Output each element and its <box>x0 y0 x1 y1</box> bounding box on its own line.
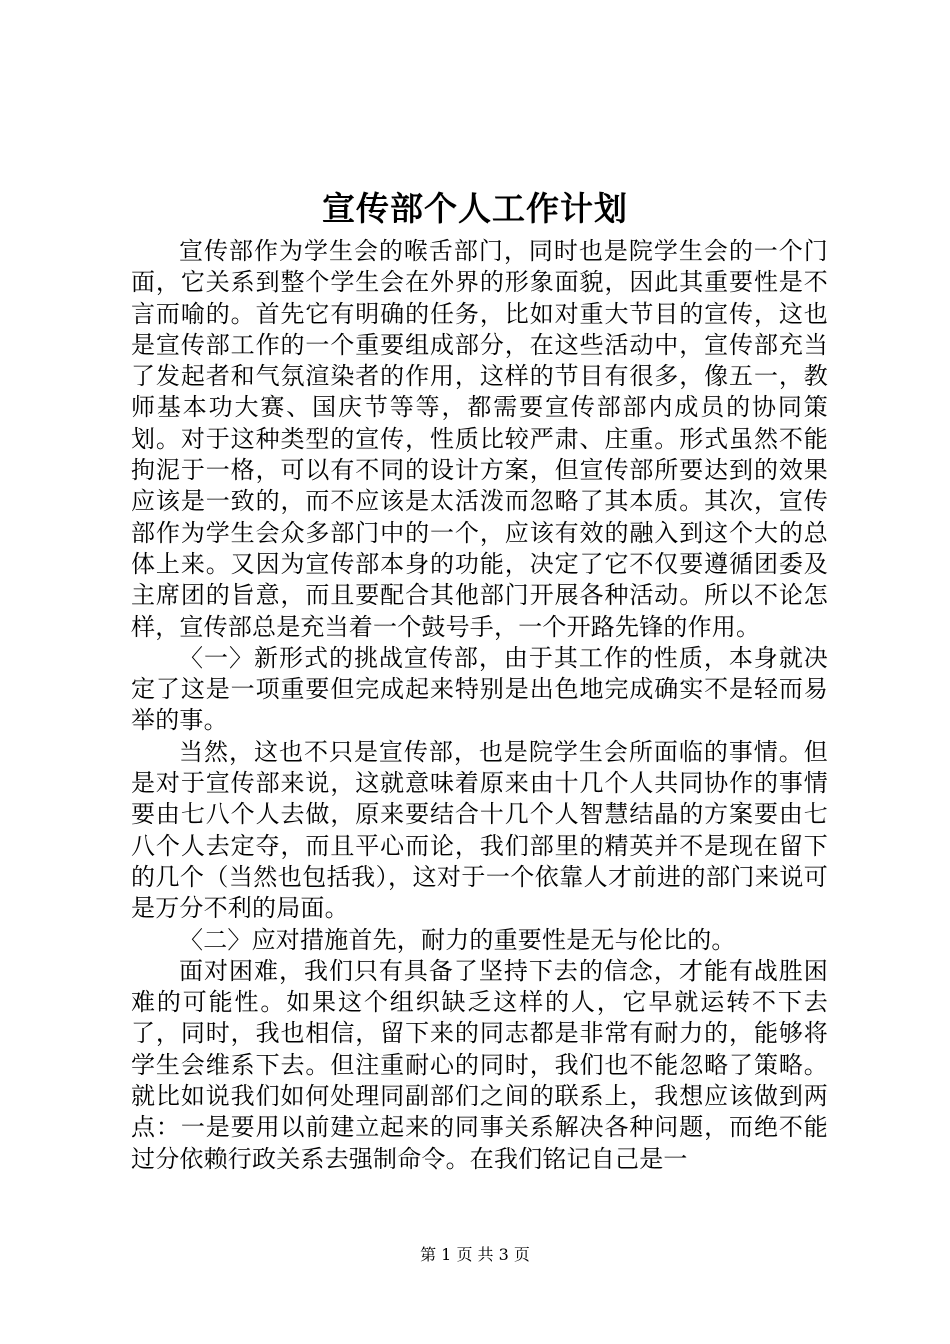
document-title: 宣传部个人工作计划 <box>322 189 628 228</box>
paragraph-3: 当然，这也不只是宣传部，也是院学生会所面临的事情。但是对于宣传部来说，这就意味着原来由十几个人共同协作的事情要由七八个人去做，原来要结合十几个人智慧结晶的方案要由七八个人去定夺，而且平心而论，我们部里的精英并不是现在留下的几个（当然也包括我），这对于一个依靠人才前进的部门来说可是万分不利的局面。 <box>131 737 828 923</box>
paragraph-2: 〈一〉新形式的挑战宣传部，由于其工作的性质，本身就决定了这是一项重要但完成起来特别是出色地完成确实不是轻而易举的事。 <box>131 643 828 735</box>
page-footer: 第 1 页 共 3 页 <box>420 1245 530 1264</box>
document-body <box>131 236 828 1175</box>
paragraph-5: 面对困难，我们只有具备了坚持下去的信念，才能有战胜困难的可能性。如果这个组织缺乏这样的人，它早就运转不下去了，同时，我也相信，留下来的同志都是非常有耐力的，能够将学生会维系下去。但注重耐心的同时，我们也不能忽略了策略。就比如说我们如何处理同副部们之间的联系上，我想应该做到两点：一是要用以前建立起来的同事关系解决各种问题，而绝不能过分依赖行政关系去强制命令。在我们铭记自己是一 <box>131 956 828 1173</box>
paragraph-4: 〈二〉应对措施首先，耐力的重要性是无与伦比的。 <box>179 925 736 954</box>
paragraph-1: 宣传部作为学生会的喉舌部门，同时也是院学生会的一个门面，它关系到整个学生会在外界的形象面貌，因此其重要性是不言而喻的。首先它有明确的任务，比如对重大节目的宣传，这也是宣传部工作的一个重要组成部分，在这些活动中，宣传部充当了发起者和气氛渲染者的作用，这样的节目有很多，像五一，教师基本功大赛、国庆节等等，都需要宣传部部内成员的协同策划。对于这种类型的宣传，性质比较严肃、庄重。形式虽然不能拘泥于一格，可以有不同的设计方案，但宣传部所要达到的效果应该是一致的，而不应该是太活泼而忽略了其本质。其次，宣传部作为学生会众多部门中的一个，应该有效的融入到这个大的总体上来。又因为宣传部本身的功能，决定了它不仅要遵循团委及主席团的旨意，而且要配合其他部门开展各种活动。所以不论怎样，宣传部总是充当着一个鼓号手，一个开路先锋的作用。 <box>131 237 828 641</box>
